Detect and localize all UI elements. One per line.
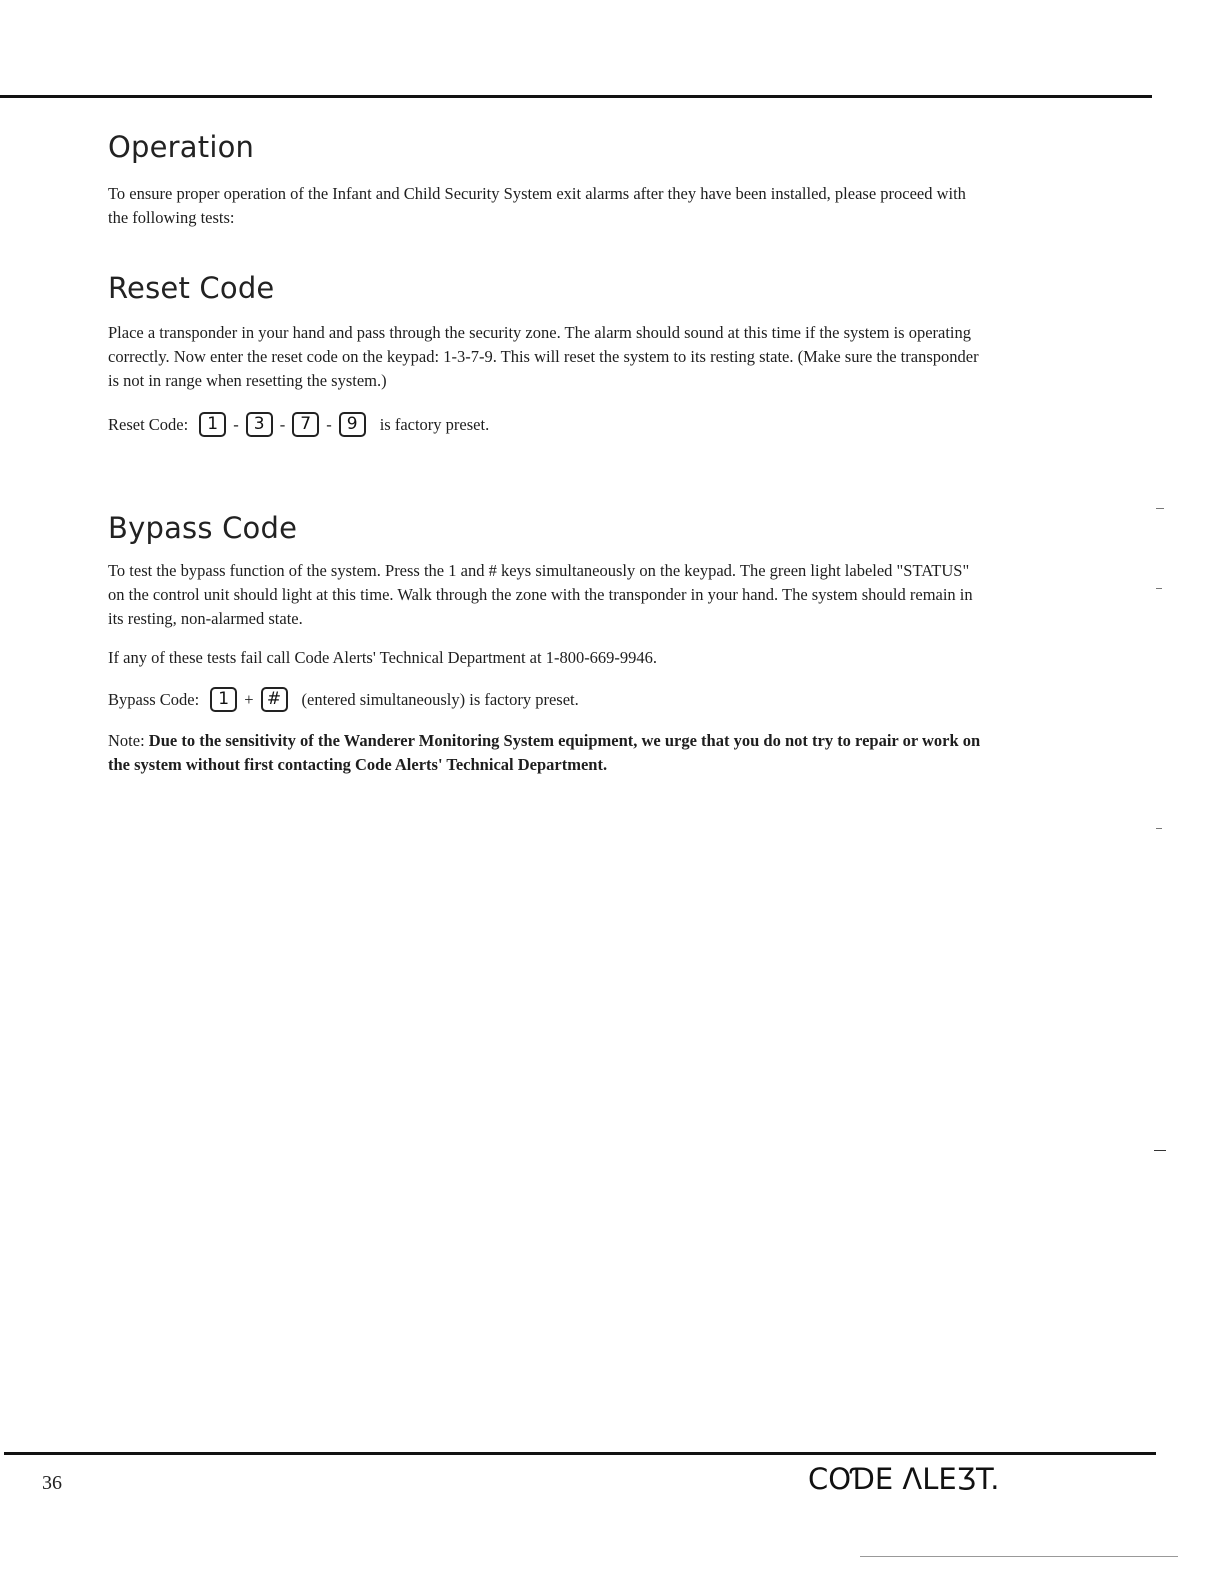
bypass-code-label: Bypass Code: (108, 689, 200, 709)
note-text: Due to the sensitivity of the Wanderer Monitoring System equipment, we urge that you do not try to repair or work on the system without first contacting Code Alerts' Technical Department. (108, 731, 981, 774)
top-rule (0, 95, 1152, 98)
scan-mark (1156, 588, 1162, 589)
bypass-separator: + (244, 689, 254, 709)
bypass-code-paragraph: To test the bypass function of the system. Press the 1 and # keys simultaneously on the keypad. The green light labeled "STATUS" on the control unit should light at this time. Walk through the zone with the transponder in your hand. The system should remain in its resting, non-alarmed state. (108, 561, 973, 628)
scan-mark (1154, 1150, 1166, 1151)
bottom-rule (4, 1452, 1156, 1455)
note-paragraph (108, 729, 988, 777)
bypass-key-1: 1 (210, 687, 237, 712)
reset-separator: - (279, 414, 286, 434)
reset-key-2: 3 (246, 412, 273, 437)
reset-code-line (108, 412, 489, 437)
bypass-code-line (108, 687, 579, 712)
reset-code-heading: Reset Code (108, 271, 275, 305)
bypass-key-hash: # (261, 687, 288, 712)
bypass-code-suffix: (entered simultaneously) is factory preset. (301, 689, 579, 709)
reset-key-3: 7 (292, 412, 319, 437)
reset-code-suffix: is factory preset. (379, 414, 490, 434)
scan-mark (860, 1556, 1178, 1557)
reset-separator: - (326, 414, 332, 434)
operation-paragraph: To ensure proper operation of the Infant and Child Security System exit alarms after they have been installed, please proceed with the following tests: (108, 184, 966, 227)
page-number: 36 (42, 1472, 62, 1494)
reset-code-label: Reset Code: (108, 414, 189, 434)
reset-separator: - (233, 414, 239, 434)
reset-key-1: 1 (199, 412, 226, 437)
note-label: Note: (108, 731, 145, 750)
reset-key-4: 9 (339, 412, 366, 437)
reset-code-paragraph: Place a transponder in your hand and pass through the security zone. The alarm should sound at this time if the system is operating correctly. Now enter the reset code on the keypad: 1-3-7-9. This will reset the system to its resting state. (Make sure the transponder is not in range when resetting the system.) (108, 323, 979, 390)
bypass-code-heading: Bypass Code (108, 511, 298, 545)
scan-mark (1156, 828, 1162, 829)
code-alert-logo: COƊE ɅLEƷT. (808, 1462, 1000, 1496)
scan-mark (1156, 508, 1164, 509)
operation-heading: Operation (108, 130, 255, 164)
technical-support-text: If any of these tests fail call Code Alerts' Technical Department at 1-800-669-9946. (108, 648, 658, 667)
